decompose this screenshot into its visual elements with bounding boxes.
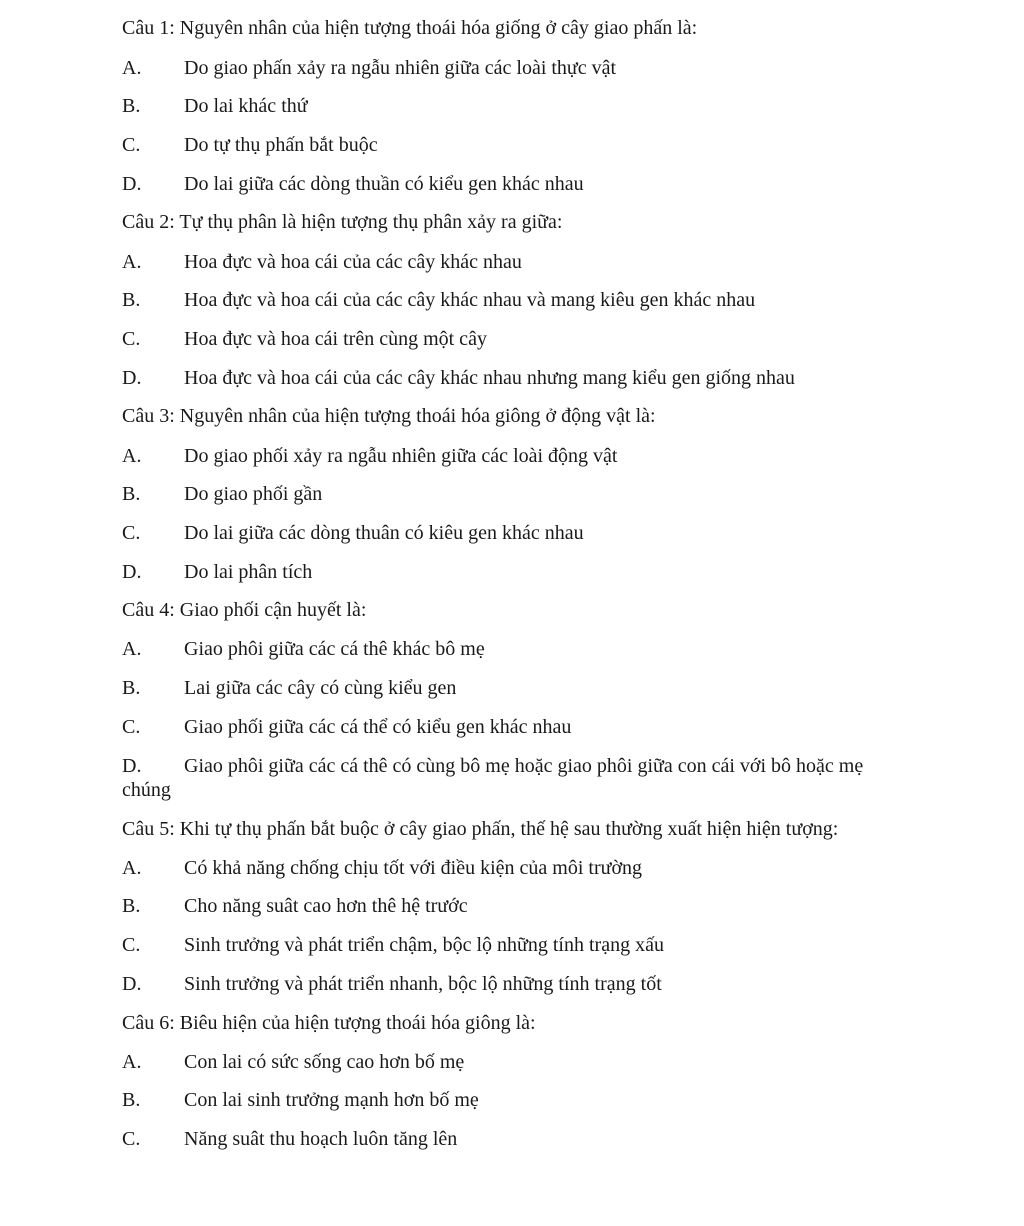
option-letter: C. <box>122 522 141 544</box>
option-letter: D. <box>122 973 142 995</box>
option-letter: C. <box>122 716 141 738</box>
question-1-option-c <box>122 135 912 155</box>
question-2-option-a <box>122 252 912 272</box>
question-5-option-b <box>122 896 912 916</box>
option-text: Hoa đực và hoa cái của các cây khác nhau và mang kiêu gen khác nhau <box>184 289 756 311</box>
question-3-option-a <box>122 446 912 466</box>
question-1-option-b <box>122 96 912 116</box>
option-text: Giao phôi giữa các cá thê có cùng bô mẹ hoặc giao phôi giữa con cái với bô hoặc mẹ chúng <box>122 755 864 801</box>
option-letter: A. <box>122 857 142 879</box>
question-5-option-d <box>122 974 912 994</box>
option-text: Sinh trưởng và phát triển chậm, bộc lộ những tính trạng xấu <box>184 934 664 956</box>
option-letter: C. <box>122 934 141 956</box>
option-text: Lai giữa các cây có cùng kiểu gen <box>184 677 457 699</box>
option-letter: B. <box>122 95 141 117</box>
question-6-option-c <box>122 1129 912 1149</box>
option-letter: B. <box>122 677 141 699</box>
question-2-option-b <box>122 290 912 310</box>
question-4: Câu 4: Giao phối cận huyết là: <box>122 599 367 621</box>
option-text: Do lai giữa các dòng thuân có kiêu gen khác nhau <box>184 522 584 544</box>
question-3-option-d <box>122 562 912 582</box>
option-text: Con lai có sức sống cao hơn bố mẹ <box>184 1051 465 1073</box>
option-text: Hoa đực và hoa cái của các cây khác nhau nhưng mang kiểu gen giống nhau <box>184 367 795 389</box>
option-letter: B. <box>122 895 141 917</box>
option-letter: A. <box>122 638 142 660</box>
option-text: Năng suât thu hoạch luôn tăng lên <box>184 1128 458 1150</box>
question-4-option-b <box>122 678 912 698</box>
question-1-option-a <box>122 58 912 78</box>
option-text: Do giao phối xảy ra ngẫu nhiên giữa các loài động vật <box>184 445 618 467</box>
question-1-option-d <box>122 174 912 194</box>
option-letter: A. <box>122 445 142 467</box>
option-text: Do lai khác thứ <box>184 95 308 117</box>
option-text: Do lai phân tích <box>184 561 313 583</box>
question-2: Câu 2: Tự thụ phân là hiện tượng thụ phân xảy ra giữa: <box>122 211 563 233</box>
option-letter: B. <box>122 1089 141 1111</box>
question-6-option-b <box>122 1090 912 1110</box>
option-letter: A. <box>122 251 142 273</box>
question-3-option-b <box>122 484 912 504</box>
question-1: Câu 1: Nguyên nhân của hiện tượng thoái hóa giống ở cây giao phấn là: <box>122 17 698 39</box>
option-letter: C. <box>122 328 141 350</box>
option-text: Do giao phối gần <box>184 483 323 505</box>
option-text: Cho năng suât cao hơn thê hệ trước <box>184 895 468 917</box>
question-2-option-c <box>122 329 912 349</box>
option-letter: D. <box>122 755 142 777</box>
option-letter: B. <box>122 483 141 505</box>
question-3-option-c <box>122 523 912 543</box>
option-text: Do tự thụ phấn bắt buộc <box>184 134 378 156</box>
option-letter: D. <box>122 561 142 583</box>
option-letter: A. <box>122 1051 142 1073</box>
option-letter: C. <box>122 134 141 156</box>
question-4-option-c <box>122 717 912 737</box>
question-6-option-a <box>122 1052 912 1072</box>
option-text: Sinh trưởng và phát triển nhanh, bộc lộ những tính trạng tốt <box>184 973 662 995</box>
option-text: Do giao phấn xảy ra ngẫu nhiên giữa các loài thực vật <box>184 57 617 79</box>
option-text: Do lai giữa các dòng thuần có kiểu gen khác nhau <box>184 173 584 195</box>
option-letter: B. <box>122 289 141 311</box>
question-5-option-a <box>122 858 912 878</box>
question-5-option-c <box>122 935 912 955</box>
option-letter: D. <box>122 173 142 195</box>
question-4-option-d <box>122 754 912 802</box>
question-2-option-d <box>122 368 912 388</box>
option-letter: D. <box>122 367 142 389</box>
option-letter: A. <box>122 57 142 79</box>
question-3: Câu 3: Nguyên nhân của hiện tượng thoái hóa giông ở động vật là: <box>122 405 656 427</box>
option-text: Hoa đực và hoa cái trên cùng một cây <box>184 328 487 350</box>
option-text: Có khả năng chống chịu tốt với điều kiện của môi trường <box>184 857 643 879</box>
question-4-option-a <box>122 639 912 659</box>
option-text: Hoa đực và hoa cái của các cây khác nhau <box>184 251 522 273</box>
question-5: Câu 5: Khi tự thụ phấn bắt buộc ở cây giao phấn, thế hệ sau thường xuất hiện hiện tượng: <box>122 818 839 840</box>
option-letter: C. <box>122 1128 141 1150</box>
question-6: Câu 6: Biêu hiện của hiện tượng thoái hóa giông là: <box>122 1012 536 1034</box>
option-text: Giao phôi giữa các cá thê khác bô mẹ <box>184 638 485 660</box>
option-text: Con lai sinh trưởng mạnh hơn bố mẹ <box>184 1089 479 1111</box>
option-text: Giao phối giữa các cá thể có kiểu gen khác nhau <box>184 716 572 738</box>
